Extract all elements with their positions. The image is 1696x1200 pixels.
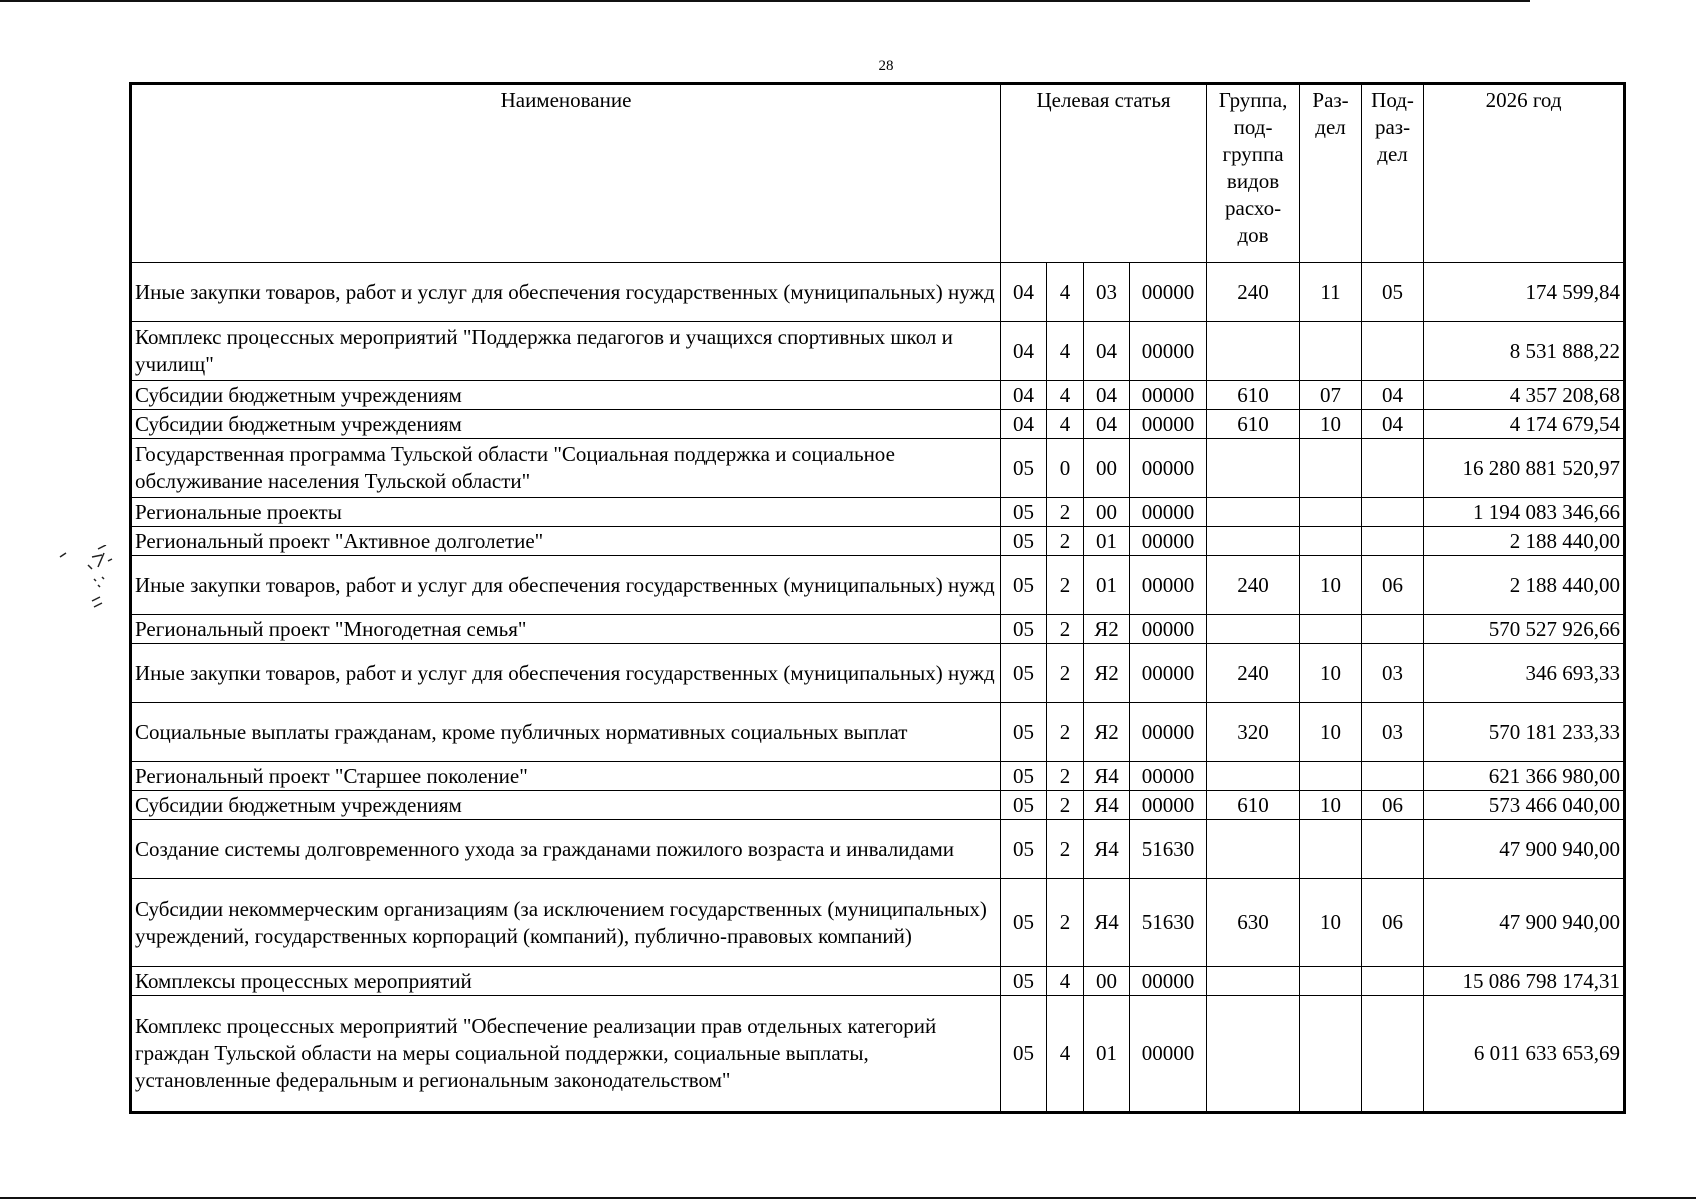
- row-target-type: 2: [1047, 527, 1084, 556]
- row-name: Субсидии некоммерческим организациям (за исключением государственных (муниципальных) учреждений, государственных корпораций (компаний), публично-правовых компаний): [131, 879, 1001, 967]
- row-target-element: 00: [1084, 439, 1130, 498]
- row-section: [1300, 967, 1362, 996]
- row-target-direction: 00000: [1130, 644, 1207, 703]
- row-subsection: 05: [1362, 263, 1424, 322]
- row-section: 07: [1300, 381, 1362, 410]
- row-name: Иные закупки товаров, работ и услуг для обеспечения государственных (муниципальных) нужд: [131, 263, 1001, 322]
- row-section: 10: [1300, 410, 1362, 439]
- row-amount: 47 900 940,00: [1424, 879, 1625, 967]
- row-name: Социальные выплаты гражданам, кроме публичных нормативных социальных выплат: [131, 703, 1001, 762]
- table-row: [131, 791, 1625, 820]
- row-amount: 2 188 440,00: [1424, 556, 1625, 615]
- row-amount: 573 466 040,00: [1424, 791, 1625, 820]
- header-year: 2026 год: [1424, 84, 1625, 263]
- row-target-type: 2: [1047, 498, 1084, 527]
- row-expense-group: [1207, 439, 1300, 498]
- row-amount: 47 900 940,00: [1424, 820, 1625, 879]
- row-expense-group: [1207, 820, 1300, 879]
- table-row: [131, 615, 1625, 644]
- row-expense-group: 610: [1207, 791, 1300, 820]
- row-target-type: 2: [1047, 703, 1084, 762]
- row-target-type: 2: [1047, 762, 1084, 791]
- row-name: Иные закупки товаров, работ и услуг для обеспечения государственных (муниципальных) нужд: [131, 556, 1001, 615]
- row-name: Региональный проект "Старшее поколение": [131, 762, 1001, 791]
- row-amount: 174 599,84: [1424, 263, 1625, 322]
- row-target-type: 2: [1047, 615, 1084, 644]
- row-section: 10: [1300, 879, 1362, 967]
- table-row: [131, 820, 1625, 879]
- row-target-program: 05: [1001, 498, 1047, 527]
- row-name: Создание системы долговременного ухода за гражданами пожилого возраста и инвалидами: [131, 820, 1001, 879]
- table-row: [131, 996, 1625, 1113]
- table-row: [131, 762, 1625, 791]
- row-expense-group: [1207, 996, 1300, 1113]
- table-row: [131, 556, 1625, 615]
- header-target-article: Целевая статья: [1001, 84, 1207, 263]
- row-subsection: [1362, 615, 1424, 644]
- row-amount: 346 693,33: [1424, 644, 1625, 703]
- row-target-type: 4: [1047, 381, 1084, 410]
- row-target-direction: 00000: [1130, 762, 1207, 791]
- table-row: [131, 703, 1625, 762]
- row-subsection: [1362, 439, 1424, 498]
- row-subsection: [1362, 967, 1424, 996]
- row-target-program: 05: [1001, 762, 1047, 791]
- row-section: 10: [1300, 791, 1362, 820]
- row-expense-group: 610: [1207, 410, 1300, 439]
- row-name: Субсидии бюджетным учреждениям: [131, 791, 1001, 820]
- row-subsection: [1362, 527, 1424, 556]
- row-target-program: 05: [1001, 791, 1047, 820]
- row-section: [1300, 996, 1362, 1113]
- row-target-type: 2: [1047, 820, 1084, 879]
- header-expense-group: Группа, под- группа видов расхо- дов: [1207, 84, 1300, 263]
- row-section: [1300, 322, 1362, 381]
- row-target-direction: 00000: [1130, 967, 1207, 996]
- row-target-type: 4: [1047, 263, 1084, 322]
- row-target-type: 4: [1047, 996, 1084, 1113]
- row-expense-group: [1207, 527, 1300, 556]
- row-subsection: [1362, 322, 1424, 381]
- row-target-direction: 51630: [1130, 820, 1207, 879]
- row-target-direction: 00000: [1130, 996, 1207, 1113]
- row-section: [1300, 762, 1362, 791]
- row-expense-group: 610: [1207, 381, 1300, 410]
- row-section: 10: [1300, 556, 1362, 615]
- table-row: [131, 439, 1625, 498]
- row-amount: 8 531 888,22: [1424, 322, 1625, 381]
- row-target-type: 2: [1047, 556, 1084, 615]
- row-target-program: 05: [1001, 703, 1047, 762]
- row-target-program: 05: [1001, 644, 1047, 703]
- row-target-element: Я4: [1084, 879, 1130, 967]
- header-subsection: Под- раз- дел: [1362, 84, 1424, 263]
- row-expense-group: [1207, 615, 1300, 644]
- row-amount: 621 366 980,00: [1424, 762, 1625, 791]
- row-target-direction: 51630: [1130, 879, 1207, 967]
- row-section: 10: [1300, 703, 1362, 762]
- row-target-element: Я2: [1084, 615, 1130, 644]
- row-target-type: 2: [1047, 644, 1084, 703]
- row-target-type: 4: [1047, 322, 1084, 381]
- row-target-element: Я4: [1084, 762, 1130, 791]
- row-name: Иные закупки товаров, работ и услуг для обеспечения государственных (муниципальных) нужд: [131, 644, 1001, 703]
- row-target-program: 04: [1001, 322, 1047, 381]
- scan-edge-top: [0, 0, 1530, 2]
- table-row: [131, 381, 1625, 410]
- table-row: [131, 322, 1625, 381]
- row-target-direction: 00000: [1130, 381, 1207, 410]
- row-name: Субсидии бюджетным учреждениям: [131, 381, 1001, 410]
- row-expense-group: [1207, 498, 1300, 527]
- row-target-direction: 00000: [1130, 439, 1207, 498]
- row-target-element: 04: [1084, 381, 1130, 410]
- row-expense-group: 320: [1207, 703, 1300, 762]
- row-target-type: 4: [1047, 410, 1084, 439]
- row-section: [1300, 439, 1362, 498]
- row-target-element: 03: [1084, 263, 1130, 322]
- row-target-element: 04: [1084, 410, 1130, 439]
- budget-table: [129, 82, 1626, 1114]
- row-target-element: 00: [1084, 967, 1130, 996]
- header-section: Раз- дел: [1300, 84, 1362, 263]
- row-target-direction: 00000: [1130, 410, 1207, 439]
- row-target-element: Я4: [1084, 791, 1130, 820]
- row-subsection: 03: [1362, 703, 1424, 762]
- row-target-program: 05: [1001, 879, 1047, 967]
- table-row: [131, 410, 1625, 439]
- row-amount: 4 174 679,54: [1424, 410, 1625, 439]
- row-amount: 15 086 798 174,31: [1424, 967, 1625, 996]
- scan-edge-bottom: [0, 1197, 1696, 1199]
- row-amount: 2 188 440,00: [1424, 527, 1625, 556]
- row-target-element: 00: [1084, 498, 1130, 527]
- row-expense-group: [1207, 967, 1300, 996]
- row-expense-group: 630: [1207, 879, 1300, 967]
- row-target-program: 05: [1001, 967, 1047, 996]
- row-amount: 16 280 881 520,97: [1424, 439, 1625, 498]
- row-target-element: Я4: [1084, 820, 1130, 879]
- row-subsection: 03: [1362, 644, 1424, 703]
- row-target-direction: 00000: [1130, 615, 1207, 644]
- row-target-element: Я2: [1084, 703, 1130, 762]
- table-header: [131, 84, 1625, 263]
- row-target-direction: 00000: [1130, 498, 1207, 527]
- row-section: 11: [1300, 263, 1362, 322]
- row-name: Комплексы процессных мероприятий: [131, 967, 1001, 996]
- row-subsection: [1362, 996, 1424, 1113]
- table-row: [131, 967, 1625, 996]
- row-subsection: 06: [1362, 879, 1424, 967]
- row-target-program: 05: [1001, 527, 1047, 556]
- row-name: Региональные проекты: [131, 498, 1001, 527]
- row-subsection: 04: [1362, 410, 1424, 439]
- row-target-program: 05: [1001, 820, 1047, 879]
- row-name: Комплекс процессных мероприятий "Обеспечение реализации прав отдельных категорий граждан Тульской области на меры социальной поддержки, социальные выплаты, установленные федеральным и региональным законодательством": [131, 996, 1001, 1113]
- row-target-type: 0: [1047, 439, 1084, 498]
- table-row: [131, 498, 1625, 527]
- table-row: [131, 263, 1625, 322]
- row-target-element: 01: [1084, 996, 1130, 1113]
- row-amount: 570 527 926,66: [1424, 615, 1625, 644]
- row-section: [1300, 820, 1362, 879]
- row-target-program: 04: [1001, 263, 1047, 322]
- row-target-program: 04: [1001, 381, 1047, 410]
- row-target-program: 05: [1001, 996, 1047, 1113]
- row-amount: 1 194 083 346,66: [1424, 498, 1625, 527]
- row-target-type: 2: [1047, 791, 1084, 820]
- row-target-type: 4: [1047, 967, 1084, 996]
- row-section: [1300, 615, 1362, 644]
- row-target-element: 04: [1084, 322, 1130, 381]
- row-expense-group: 240: [1207, 263, 1300, 322]
- row-target-direction: 00000: [1130, 703, 1207, 762]
- row-amount: 4 357 208,68: [1424, 381, 1625, 410]
- row-target-element: 01: [1084, 527, 1130, 556]
- row-amount: 6 011 633 653,69: [1424, 996, 1625, 1113]
- row-target-type: 2: [1047, 879, 1084, 967]
- table-body: [131, 263, 1625, 1113]
- row-target-element: 01: [1084, 556, 1130, 615]
- row-target-direction: 00000: [1130, 263, 1207, 322]
- row-target-direction: 00000: [1130, 791, 1207, 820]
- page-number: 28: [878, 58, 894, 74]
- row-target-program: 05: [1001, 615, 1047, 644]
- row-target-program: 05: [1001, 556, 1047, 615]
- row-expense-group: [1207, 762, 1300, 791]
- row-target-direction: 00000: [1130, 527, 1207, 556]
- row-amount: 570 181 233,33: [1424, 703, 1625, 762]
- row-subsection: 06: [1362, 556, 1424, 615]
- row-target-direction: 00000: [1130, 322, 1207, 381]
- row-expense-group: 240: [1207, 644, 1300, 703]
- row-target-element: Я2: [1084, 644, 1130, 703]
- row-expense-group: 240: [1207, 556, 1300, 615]
- table-row: [131, 879, 1625, 967]
- row-name: Субсидии бюджетным учреждениям: [131, 410, 1001, 439]
- row-subsection: [1362, 762, 1424, 791]
- row-section: [1300, 527, 1362, 556]
- row-subsection: 06: [1362, 791, 1424, 820]
- row-target-direction: 00000: [1130, 556, 1207, 615]
- row-target-program: 05: [1001, 439, 1047, 498]
- table-row: [131, 527, 1625, 556]
- margin-scribble: [58, 545, 128, 625]
- row-subsection: [1362, 498, 1424, 527]
- row-name: Государственная программа Тульской области "Социальная поддержка и социальное обслуживание населения Тульской области": [131, 439, 1001, 498]
- row-subsection: [1362, 820, 1424, 879]
- row-section: 10: [1300, 644, 1362, 703]
- row-expense-group: [1207, 322, 1300, 381]
- row-name: Комплекс процессных мероприятий "Поддержка педагогов и учащихся спортивных школ и училищ": [131, 322, 1001, 381]
- row-name: Региональный проект "Многодетная семья": [131, 615, 1001, 644]
- row-subsection: 04: [1362, 381, 1424, 410]
- header-name: Наименование: [131, 84, 1001, 263]
- row-target-program: 04: [1001, 410, 1047, 439]
- row-name: Региональный проект "Активное долголетие": [131, 527, 1001, 556]
- row-section: [1300, 498, 1362, 527]
- table-row: [131, 644, 1625, 703]
